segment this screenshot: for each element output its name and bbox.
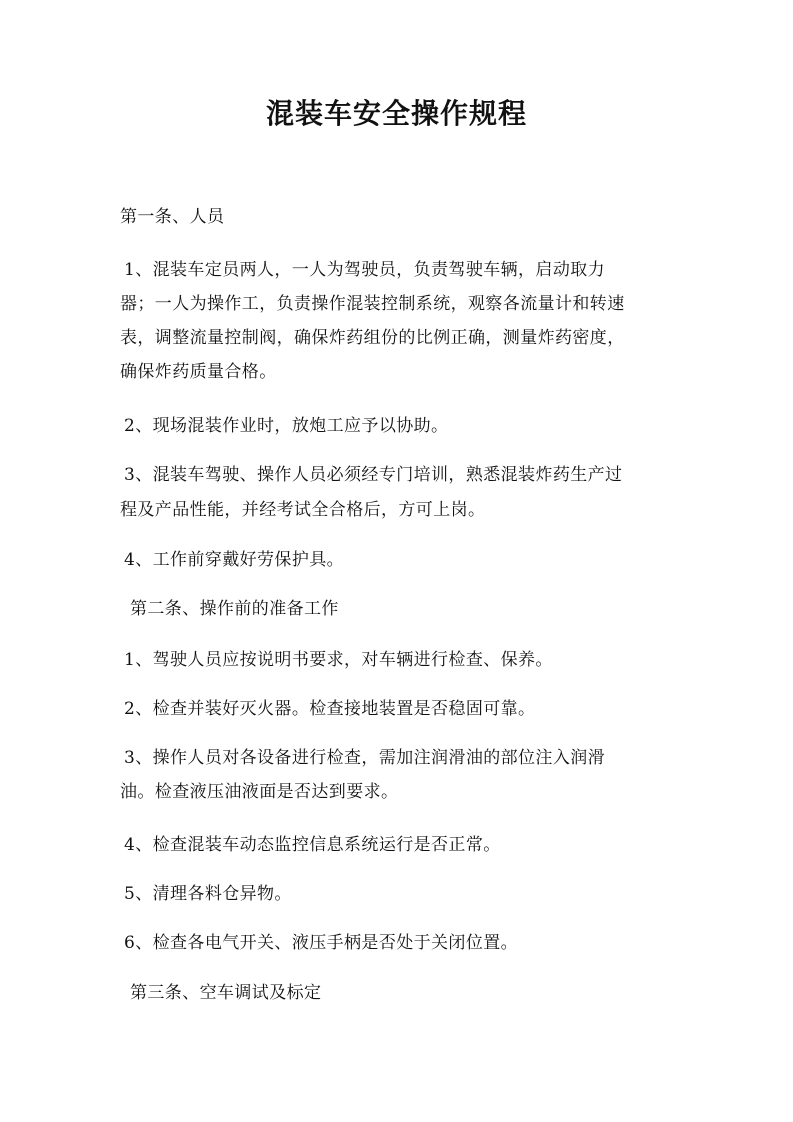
paragraph-2-3 [120,743,680,807]
paragraph-2-4 [120,830,680,860]
paragraph-1-1 [120,255,680,387]
paragraph-line: 器；一人为操作工，负责操作混装控制系统，观察各流量计和转速 [120,294,625,314]
document-title: 混装车安全操作规程 [265,97,527,130]
paragraph-2-6 [120,928,680,958]
paragraph-line: 3、操作人员对各设备进行检查，需加注润滑油的部位注入润滑 [124,748,606,768]
paragraph-line: 表，调整流量控制阀，确保炸药组份的比例正确，测量炸药密度， [120,328,625,348]
paragraph-line: 1、驾驶人员应按说明书要求，对车辆进行检查、保养。 [124,650,553,670]
paragraph-line: 5、清理各料仓异物。 [124,884,292,904]
paragraph-line: 2、检查并装好灭火器。检查接地装置是否稳固可靠。 [124,699,536,719]
paragraph-1-2 [120,411,680,441]
section-heading-2 [120,594,680,624]
paragraph-line: 6、检查各电气开关、液压手柄是否处于关闭位置。 [124,933,519,953]
paragraph-1-4 [120,545,680,575]
paragraph-line: 2、现场混装作业时，放炮工应予以协助。 [124,416,449,436]
paragraph-line: 3、混装车驾驶、操作人员必须经专门培训，熟悉混装炸药生产过 [124,465,623,485]
paragraph-1-3 [120,460,680,525]
paragraph-2-1 [120,645,680,675]
section-heading-text: 第二条、操作前的准备工作 [130,599,339,619]
paragraph-line: 油。检查液压油液面是否达到要求。 [120,782,399,802]
paragraph-line: 确保炸药质量合格。 [120,362,277,382]
paragraph-line: 1、混装车定员两人，一人为驾驶员，负责驾驶车辆，启动取力 [124,260,606,280]
section-heading-1 [120,202,680,232]
paragraph-2-5 [120,879,680,909]
section-heading-text: 第三条、空车调试及标定 [130,983,322,1003]
section-heading-3 [120,978,680,1008]
paragraph-line: 4、检查混装车动态监控信息系统运行是否正常。 [124,835,501,855]
section-heading-text: 第一条、人员 [120,207,225,227]
paragraph-line: 程及产品性能，并经考试全合格后，方可上岗。 [120,500,486,520]
paragraph-2-2 [120,694,680,724]
paragraph-line: 4、工作前穿戴好劳保护具。 [124,550,345,570]
